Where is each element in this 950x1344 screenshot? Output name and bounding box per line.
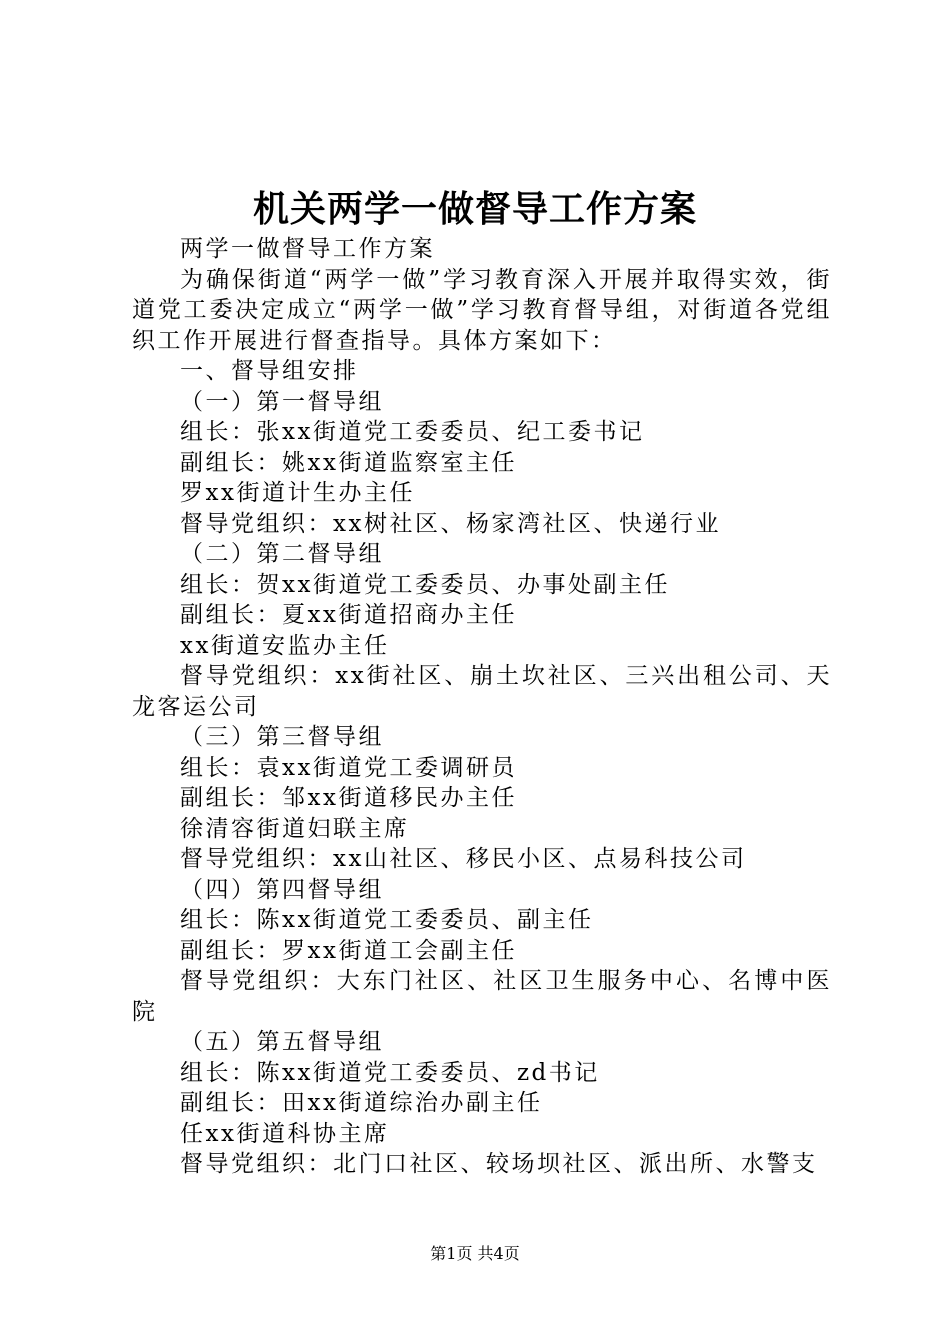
paragraph: 徐清容街道妇联主席: [180, 815, 410, 842]
paragraph: 督导党组织：北门口社区、较场坝社区、派出所、水警支: [180, 1151, 818, 1177]
paragraph: 督导党组织：xx山社区、移民小区、点易科技公司: [180, 846, 747, 872]
paragraph: 罗xx街道计生办主任: [180, 480, 415, 506]
paragraph: 组长：贺xx街道党工委委员、办事处副主任: [180, 571, 670, 598]
page-footer: 第1页 共4页: [430, 1244, 520, 1263]
group-heading: （一）第一督导组: [180, 388, 384, 415]
paragraph: 副组长：夏xx街道招商办主任: [180, 602, 517, 628]
paragraph: 督导党组织：xx树社区、杨家湾社区、快递行业: [180, 510, 721, 537]
section-heading: 一、督导组安排: [180, 358, 359, 384]
paragraph: 组长：袁xx街道党工委调研员: [180, 754, 517, 781]
paragraph: 任xx街道科协主席: [180, 1120, 390, 1147]
group-heading: （三）第三督导组: [180, 724, 384, 750]
paragraph: 督导党组织：xx街社区、崩土坎社区、三兴出租公司、天龙客运公司: [132, 663, 832, 720]
group-heading: （二）第二督导组: [180, 541, 384, 567]
document-title: 机关两学一做督导工作方案: [252, 188, 697, 230]
paragraph: 组长：陈xx街道党工委委员、副主任: [180, 907, 594, 933]
paragraph: 副组长：田xx街道综治办副主任: [180, 1090, 543, 1116]
paragraph: 两学一做督导工作方案: [180, 236, 435, 262]
paragraph: 组长：张xx街道党工委委员、纪工委书记: [180, 419, 645, 445]
paragraph: xx街道安监办主任: [180, 632, 390, 659]
paragraph: 副组长：罗xx街道工会副主任: [180, 937, 517, 964]
paragraph: 组长：陈xx街道党工委委员、zd书记: [180, 1059, 600, 1086]
paragraph: 副组长：姚xx街道监察室主任: [180, 449, 517, 476]
paragraph: 为确保街道“两学一做”学习教育深入开展并取得实效，街道党工委决定成立“两学一做”学习教育督导组，对街道各党组织工作开展进行督查指导。具体方案如下：: [132, 266, 832, 354]
paragraph: 督导党组织：大东门社区、社区卫生服务中心、名博中医院: [132, 968, 832, 1025]
document-body: [132, 234, 832, 1180]
group-heading: （四）第四督导组: [180, 876, 384, 903]
group-heading: （五）第五督导组: [180, 1029, 384, 1055]
paragraph: 副组长：邹xx街道移民办主任: [180, 785, 517, 811]
